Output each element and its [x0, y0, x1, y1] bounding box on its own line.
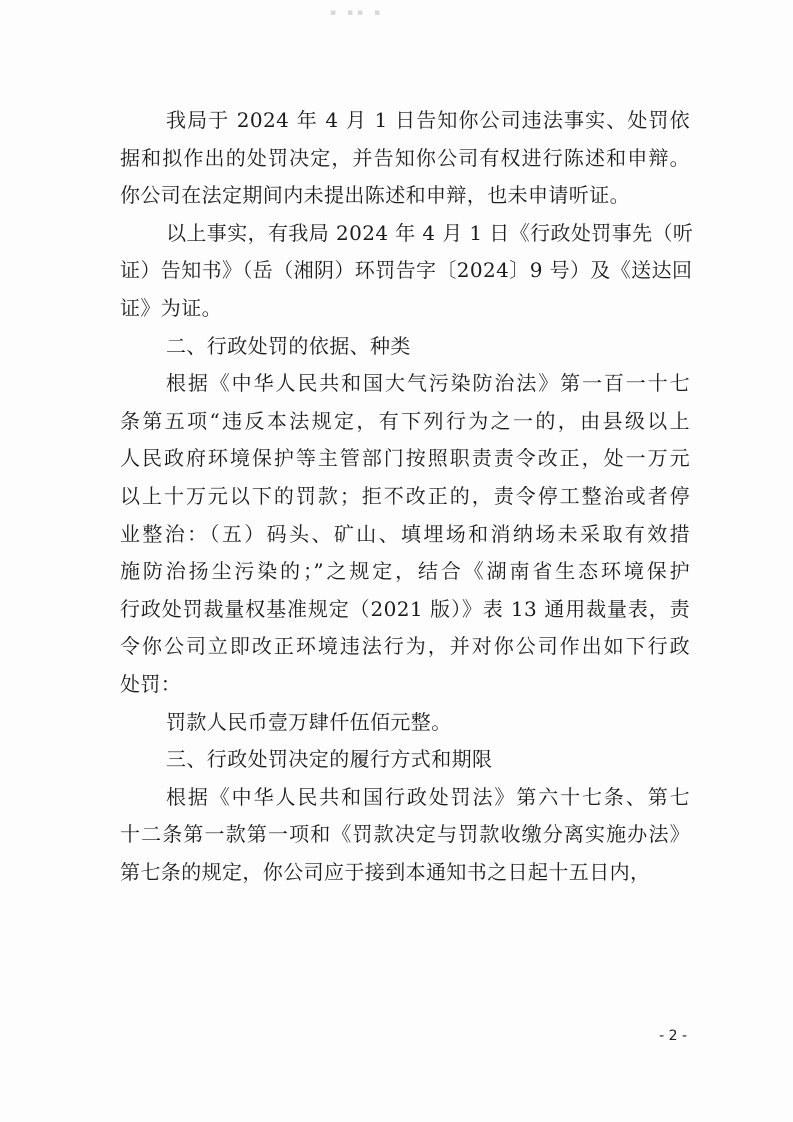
- paragraph-line: 证）告知书》（岳（湘阴）环罚告字〔2024〕9 号）及《送达回: [120, 258, 693, 283]
- paragraph-line: 人民政府环境保护等主管部门按照职责责令改正，处一万元: [120, 446, 690, 471]
- penalty-line: 罚款人民币壹万肆仟伍佰元整。: [166, 709, 452, 734]
- paragraph-line: 根据《中华人民共和国大气污染防治法》第一百一十七: [166, 371, 690, 396]
- paragraph-line: 以上十万元以下的罚款；拒不改正的，责令停工整治或者停: [120, 483, 690, 508]
- paragraph-line: 令你公司立即改正环境违法行为，并对你公司作出如下行政: [120, 634, 690, 659]
- paragraph-line: 你公司在法定期间内未提出陈述和申辩，也未申请听证。: [120, 183, 630, 208]
- paragraph-line: 十二条第一款第一项和《罚款决定与罚款收缴分离实施办法》: [120, 822, 690, 847]
- paragraph-line: 行政处罚裁量权基准规定（2021 版）》表 13 通用裁量表，责: [120, 596, 690, 621]
- paragraph-line: 施防治扬尘污染的；”之规定，结合《湖南省生态环境保护: [120, 559, 690, 584]
- paragraph-line: 根据《中华人民共和国行政处罚法》第六十七条、第七: [166, 784, 690, 809]
- paragraph-line: 以上事实，有我局 2024 年 4 月 1 日《行政处罚事先（听: [166, 220, 694, 245]
- page-number: - 2 -: [659, 1028, 687, 1044]
- scan-mark: ▪ ▪▪ ▪: [330, 8, 385, 18]
- paragraph-line: 第七条的规定，你公司应于接到本通知书之日起十五日内，: [120, 859, 651, 884]
- paragraph-line: 业整治：（五）码头、矿山、填埋场和消纳场未采取有效措: [120, 521, 690, 546]
- paragraph-line: 据和拟作出的处罚决定，并告知你公司有权进行陈述和申辩。: [120, 145, 690, 170]
- section-heading: 三、行政处罚决定的履行方式和期限: [166, 747, 493, 772]
- paragraph-line: 处罚：: [120, 671, 182, 696]
- section-heading: 二、行政处罚的依据、种类: [166, 333, 411, 358]
- paragraph-line: 条第五项“违反本法规定，有下列行为之一的，由县级以上: [120, 408, 690, 433]
- document-body: [120, 102, 694, 891]
- paragraph-line: 我局于 2024 年 4 月 1 日告知你公司违法事实、处罚依: [166, 108, 690, 132]
- paragraph-line: 证》为证。: [120, 295, 222, 320]
